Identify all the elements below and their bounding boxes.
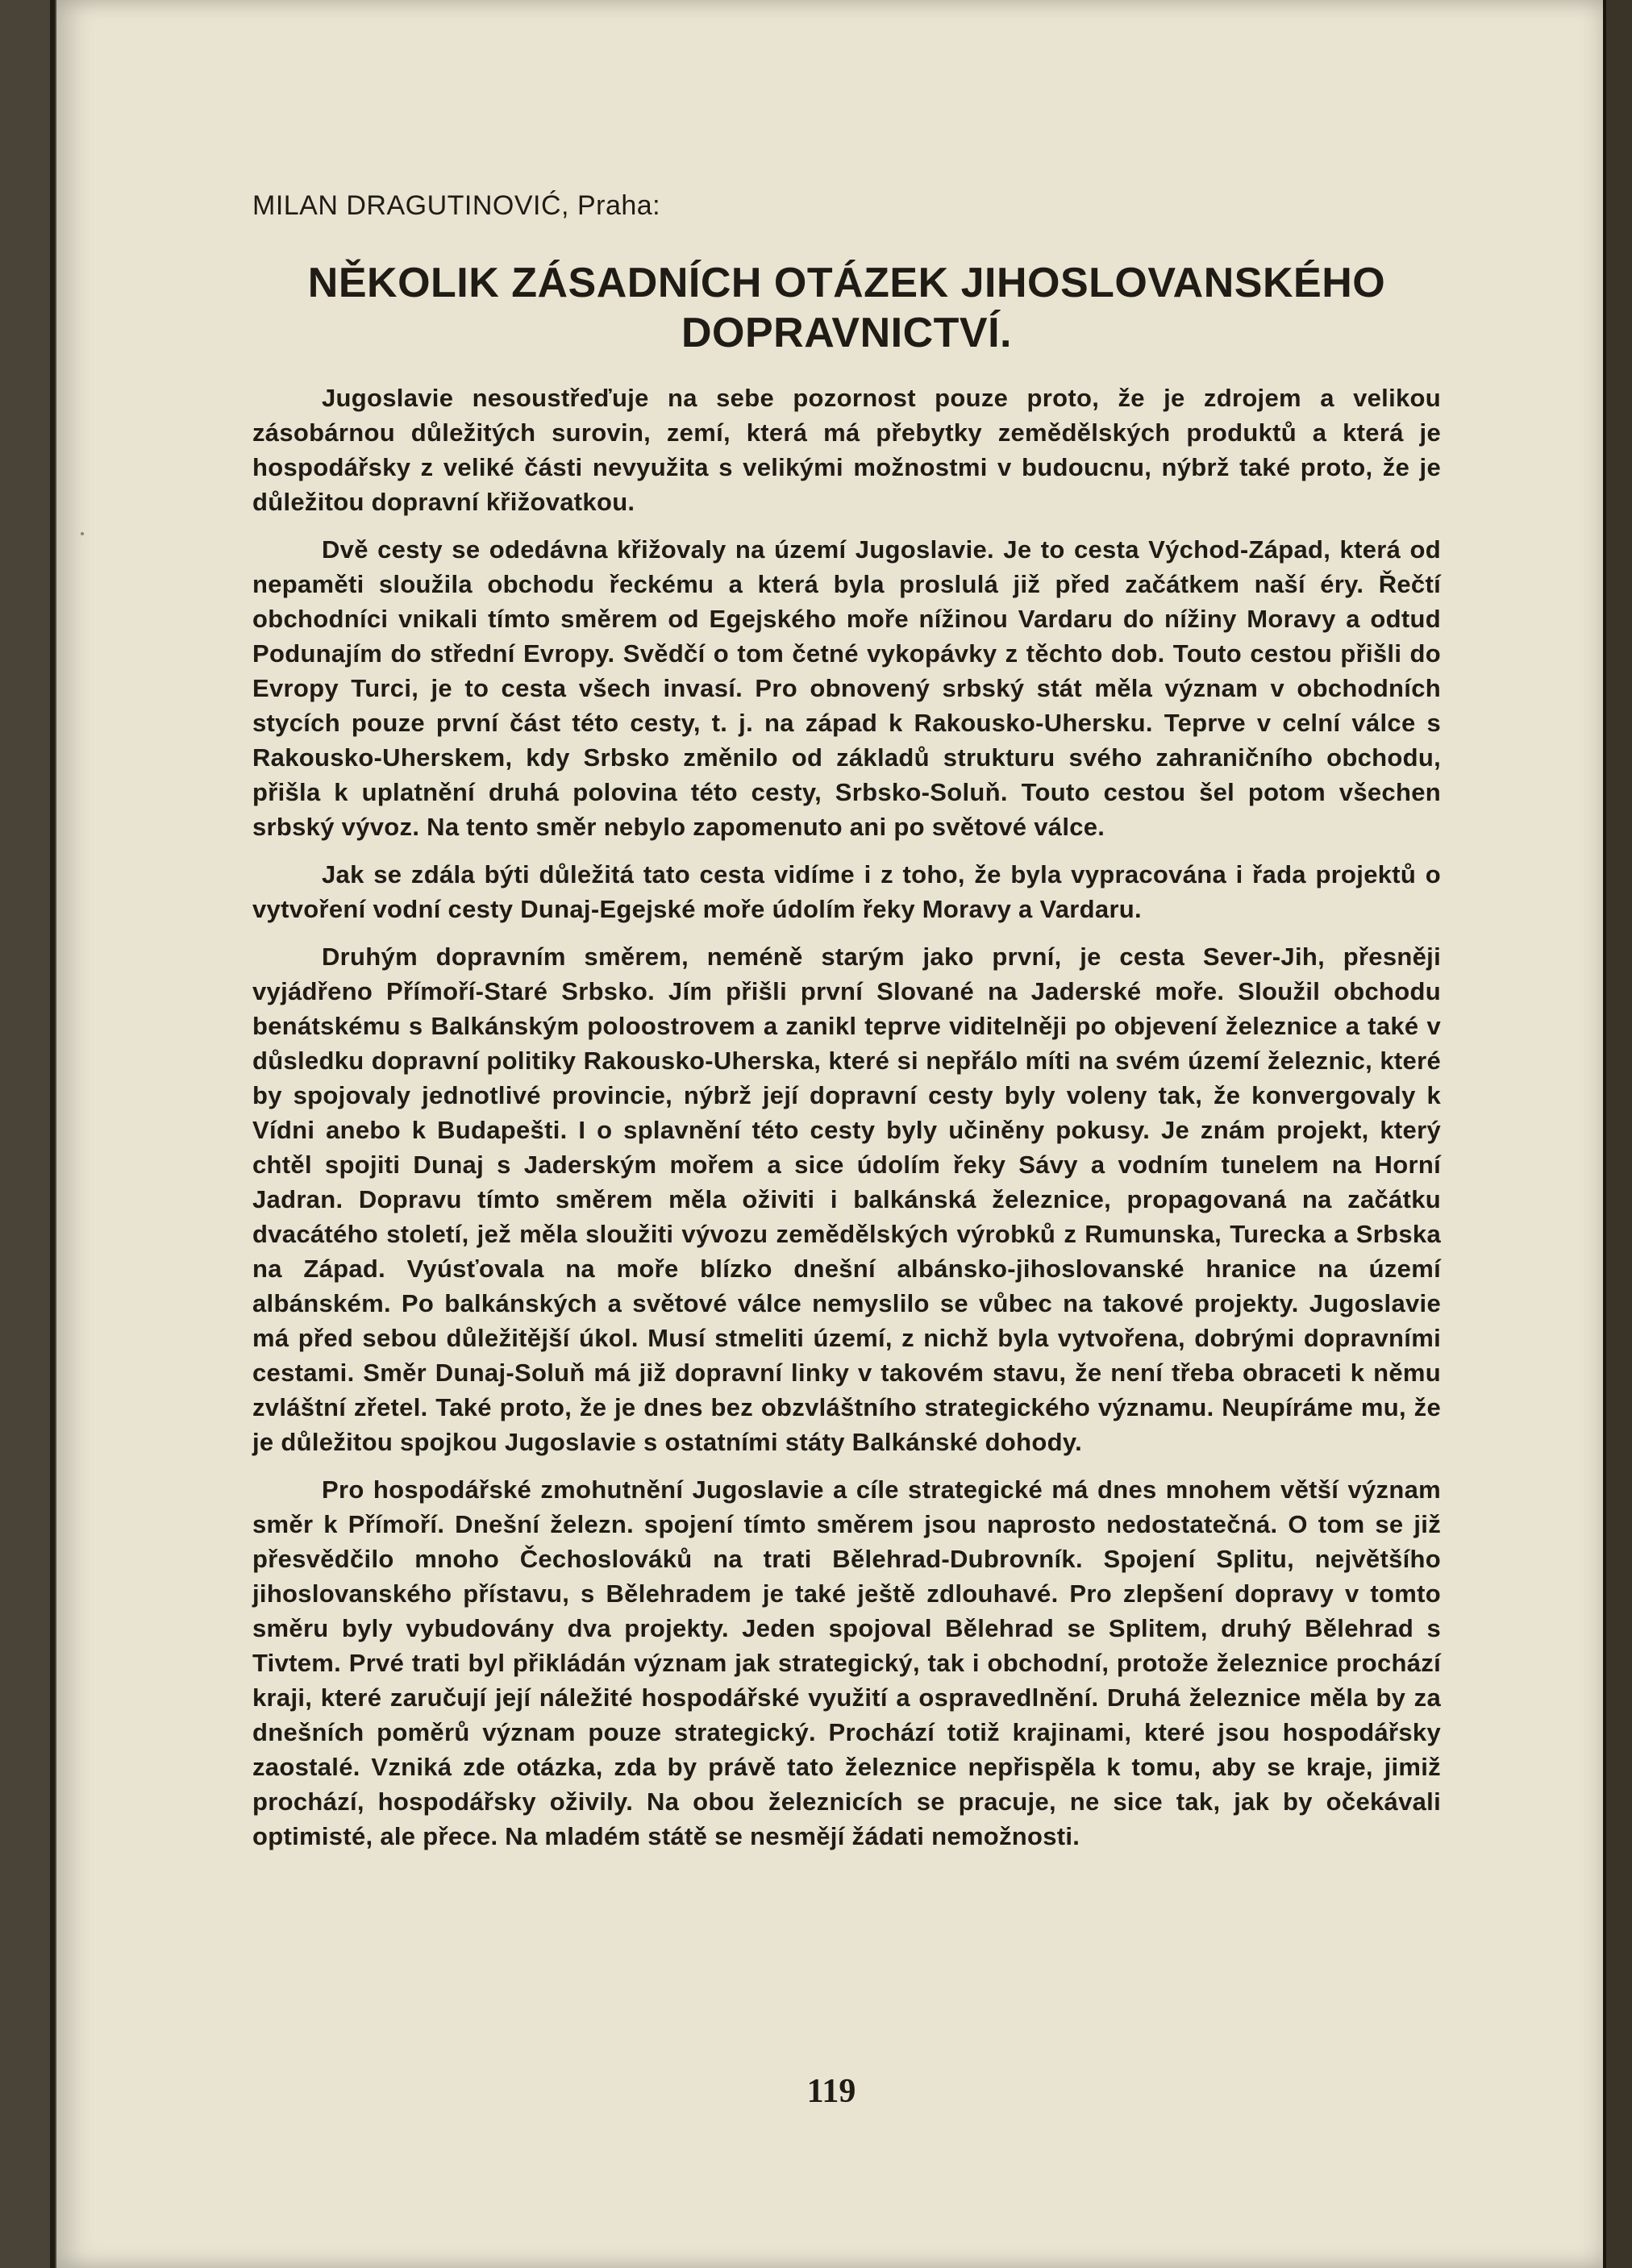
paper-speck bbox=[81, 532, 84, 535]
paragraph: Dvě cesty se odedávna křižovaly na území Jugoslavie. Je to cesta Východ-Západ, která od nepaměti sloužila obchodu řeckému a která byla proslulá již před začátkem naší éry. Řečtí obchodníci vnikali tímto směrem od Egejského moře nížinou Vardaru do nížiny Moravy a odtud Podunajím do střední Evropy. Svědčí o tom četné vykopávky z těchto dob. Touto cestou přišli do Evropy Turci, je to cesta všech invasí. Pro obnovený srbský stát měla význam v obchodních stycích pouze první část této cesty, t. j. na západ k Rakousko-Uhersku. Teprve v celní válce s Rakousko-Uherskem, kdy Srbsko změnilo od základů strukturu svého zahraničního obchodu, přišla k uplatnění druhá polovina této cesty, Srbsko-Soluň. Touto cestou šel potom všechen srbský vývoz. Na tento směr nebylo zapomenuto ani po světové válce. bbox=[252, 535, 1441, 841]
paragraph: Jak se zdála býti důležitá tato cesta vidíme i z toho, že byla vypracována i řada projektů o vytvoření vodní cesty Dunaj-Egejské moře údolím řeky Moravy a Vardaru. bbox=[252, 860, 1441, 923]
paragraph: Pro hospodářské zmohutnění Jugoslavie a cíle strategické má dnes mnohem větší význam směr k Přímoří. Dnešní železn. spojení tímto směrem jsou naprosto nedostatečná. O tom se již přesvědčilo mnoho Čechoslováků na trati Bělehrad-Dubrovník. Spojení Splitu, největšího jihoslovanského přístavu, s Bělehradem je také ještě zdlouhavé. Pro zlepšení dopravy v tomto směru byly vybudovány dva projekty. Jeden spojoval Bělehrad se Splitem, druhý Bělehrad s Tivtem. Prvé trati byl přikládán význam jak strategický, tak i obchodní, protože železnice prochází kraji, které zaručují její náležité hospodářské využití a ospravedlnění. Druhá železnice měla by za dnešních poměrů význam pouze strategický. Prochází totiž krajinami, které jsou hospodářsky zaostalé. Vzniká zde otázka, zda by právě tato železnice nepřispěla k tomu, aby se kraje, jimiž prochází, hospodářsky oživily. Na obou železnicích se pracuje, ne sice tak, jak by očekávali optimisté, ale přece. Na mladém státě se nesmějí žádati nemožnosti. bbox=[252, 1475, 1441, 1850]
page-number: 119 bbox=[806, 2073, 856, 2110]
author-location: , Praha: bbox=[561, 190, 661, 221]
article bbox=[252, 177, 1441, 1866]
paragraph: Druhým dopravním směrem, neméně starým jako první, je cesta Sever-Jih, přesněji vyjádřeno Přímoří-Staré Srbsko. Jím přišli první Slované na Jaderské moře. Sloužil obchodu benátskému s Balkánským poloostrovem a zanikl teprve viditelněji po objevení železnice a také v důsledku dopravní politiky Rakousko-Uherska, které si nepřálo míti na svém území železnic, které by spojovaly jednotlivé provincie, nýbrž její dopravní cesty byly voleny tak, že konvergovaly k Vídni anebo k Budapešti. I o splavnění této cesty byly učiněny pokusy. Je znám projekt, který chtěl spojiti Dunaj s Jaderským mořem a sice údolím řeky Sávy a vodním tunelem na Horní Jadran. Dopravu tímto směrem měla oživiti i balkánská železnice, propagovaná na začátku dvacátého století, jež měla sloužiti vývozu zemědělských výrobků z Rumunska, Turecka a Srbska na Západ. Vyúsťovala na moře blízko dnešní albánsko-jihoslovanské hranice na území albánském. Po balkánských a světové válce nemyslilo se vůbec na takové projekty. Jugoslavie má před sebou důležitější úkol. Musí stmeliti území, z nichž byla vytvořena, dobrými dopravními cestami. Směr Dunaj-Soluň má již dopravní linky v takovém stavu, že není třeba obraceti k němu zvláštní zřetel. Také proto, že je dnes bez obzvláštního strategického významu. Neupíráme mu, že je důležitou spojkou Jugoslavie s ostatními státy Balkánské dohody. bbox=[252, 943, 1441, 1456]
title-line-2: DOPRAVNICTVÍ. bbox=[681, 310, 1012, 356]
byline bbox=[252, 190, 1441, 239]
title-line-1: NĚKOLIK ZÁSADNÍCH OTÁZEK JIHOSLOVANSKÉHO bbox=[307, 260, 1386, 306]
paragraph: Jugoslavie nesoustřeďuje na sebe pozornost pouze proto, že je zdrojem a velikou zásobárnou důležitých surovin, zemí, která má přebytky zemědělských produktů a která je hospodářsky z veliké části nevyužita s velikými možnostmi v budoucnu, nýbrž také proto, že je důležitou dopravní křižovatkou. bbox=[252, 384, 1441, 516]
right-page-edge bbox=[1606, 0, 1632, 2268]
article-title bbox=[252, 258, 1441, 358]
document-page bbox=[56, 0, 1606, 2268]
author-name: MILAN DRAGUTINOVIĆ bbox=[252, 190, 562, 221]
article-body bbox=[252, 381, 1441, 1854]
binding-gutter-line bbox=[50, 0, 55, 2268]
